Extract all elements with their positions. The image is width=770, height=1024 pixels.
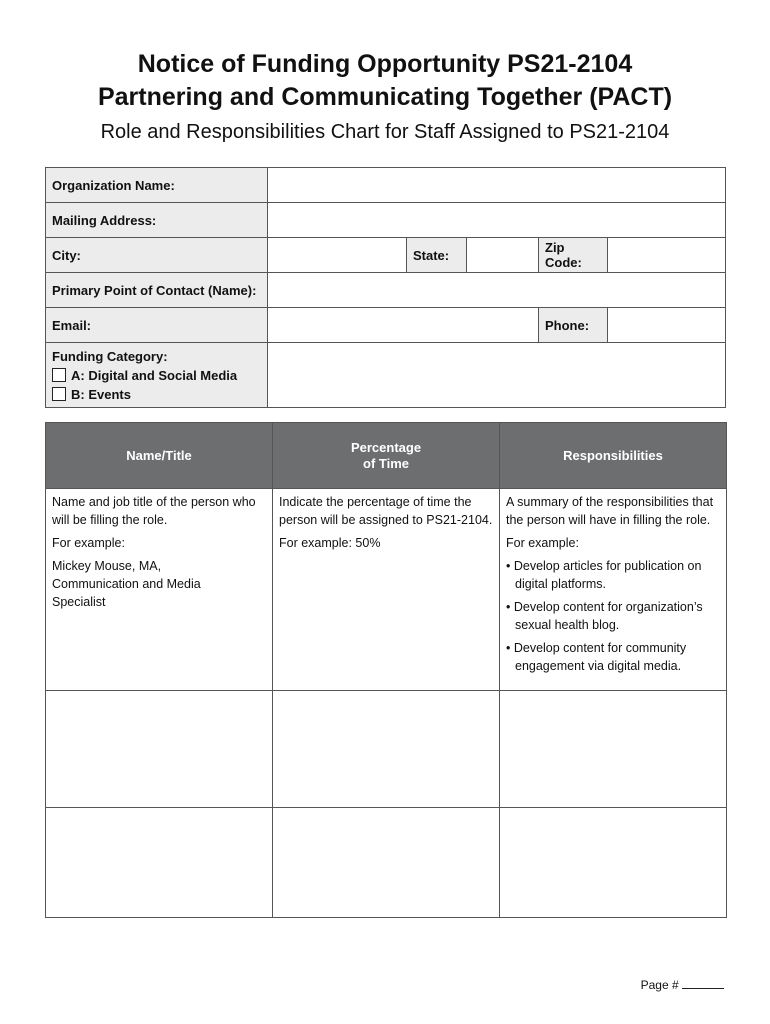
option-a-checkbox[interactable] (52, 368, 66, 382)
staff-percentage-field[interactable] (273, 808, 500, 918)
name-example: Mickey Mouse, MA, Communication and Media Specialist (52, 559, 201, 609)
organization-name-field[interactable] (268, 168, 726, 203)
organization-info-table (45, 167, 726, 408)
staff-percentage-field[interactable] (273, 691, 500, 808)
option-a-label: A: Digital and Social Media (71, 367, 238, 383)
staff-responsibilities-field[interactable] (500, 691, 727, 808)
funding-category-label: Funding Category: (52, 348, 168, 364)
staff-responsibilities-field[interactable] (500, 808, 727, 918)
primary-contact-label: Primary Point of Contact (Name): (46, 273, 268, 308)
name-for-example: For example: (52, 536, 125, 550)
zip-code-label: Zip Code: (539, 238, 608, 273)
email-label: Email: (46, 308, 268, 343)
header-name-title: Name/Title (46, 423, 273, 489)
responsibility-bullet: • Develop content for community engagement via digital media. (506, 641, 687, 673)
page-number-blank[interactable] (682, 977, 724, 989)
name-instructions: Name and job title of the person who will be filling the role. (52, 495, 256, 527)
example-responsibilities-cell (500, 489, 727, 691)
percentage-example: For example: 50% (279, 536, 381, 550)
option-b-label: B: Events (71, 386, 131, 402)
primary-contact-field[interactable] (268, 273, 726, 308)
option-a-row[interactable] (52, 366, 261, 385)
phone-label: Phone: (539, 308, 608, 343)
organization-name-label: Organization Name: (46, 168, 268, 203)
page-number (641, 977, 724, 992)
option-b-checkbox[interactable] (52, 387, 66, 401)
example-name-cell (46, 489, 273, 691)
mailing-address-field[interactable] (268, 203, 726, 238)
staff-name-field[interactable] (46, 808, 273, 918)
city-field[interactable] (268, 238, 407, 273)
title-line-2: Partnering and Communicating Together (PACT) (97, 83, 673, 111)
responsibilities-instructions: A summary of the responsibilities that the person will have in filling the role. (506, 495, 714, 527)
city-label: City: (46, 238, 268, 273)
responsibility-bullet: • Develop content for organization’s sexual health blog. (506, 600, 703, 632)
example-percentage-cell (273, 489, 500, 691)
state-field[interactable] (467, 238, 539, 273)
zip-code-field[interactable] (608, 238, 726, 273)
funding-category-field[interactable] (268, 343, 726, 408)
percentage-instructions: Indicate the percentage of time the person will be assigned to PS21-2104. (279, 495, 493, 527)
responsibilities-for-example: For example: (506, 536, 579, 550)
state-label: State: (407, 238, 467, 273)
mailing-address-label: Mailing Address: (46, 203, 268, 238)
header-percentage-of-time: Percentage of Time (273, 423, 500, 489)
staff-name-field[interactable] (46, 691, 273, 808)
phone-field[interactable] (608, 308, 726, 343)
header-responsibilities: Responsibilities (500, 423, 727, 489)
email-field[interactable] (268, 308, 539, 343)
funding-category-cell (46, 343, 268, 408)
page-number-label: Page # (640, 978, 679, 992)
option-b-row[interactable] (52, 385, 261, 404)
title-line-1: Notice of Funding Opportunity PS21-2104 (137, 50, 633, 78)
subtitle: Role and Responsibilities Chart for Staff Assigned to PS21-2104 (100, 121, 670, 143)
staff-roles-table (45, 422, 727, 918)
responsibility-bullet: • Develop articles for publication on digital platforms. (506, 559, 702, 591)
